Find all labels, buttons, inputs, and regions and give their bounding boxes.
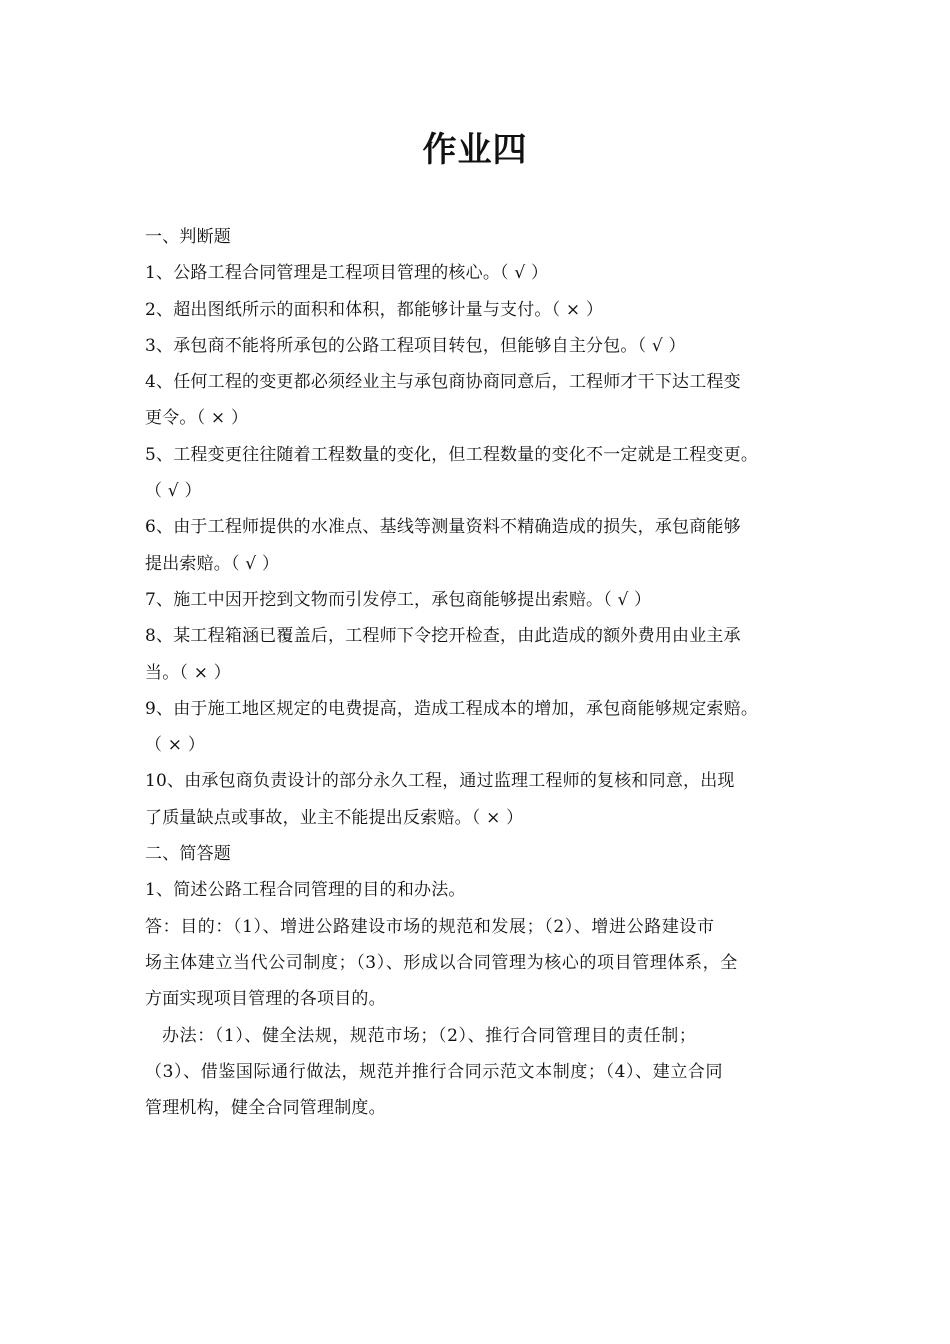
section-heading-true-false: 一、判断题 [145, 227, 231, 247]
question-9-line-2: （ × ） [145, 735, 206, 756]
answer-line-2: 场主体建立当代公司制度；（3）、形成以合同管理为核心的项目管理体系，全 [145, 952, 738, 973]
question-8-line-2: 当。（ × ） [145, 662, 231, 683]
question-6-line-1: 6、由于工程师提供的水准点、基线等测量资料不精确造成的损失，承包商能够 [145, 517, 741, 538]
question-4-line-1: 4、任何工程的变更都必须经业主与承包商协商同意后，工程师才干下达工程变 [145, 372, 741, 393]
answer-method-line-1: 办法：（1）、健全法规，规范市场；（2）、推行合同管理目的责任制； [162, 1025, 697, 1046]
question-2: 2、超出图纸所示的面积和体积，都能够计量与支付。（ × ） [145, 299, 604, 320]
question-4-line-2: 更令。（ × ） [145, 408, 249, 429]
question-8-line-1: 8、某工程箱涵已覆盖后，工程师下令挖开检查，由此造成的额外费用由业主承 [145, 626, 741, 647]
document-title: 作业四 [422, 130, 528, 170]
short-question-1: 1、简述公路工程合同管理的目的和办法。 [145, 880, 466, 901]
question-9-line-1: 9、由于施工地区规定的电费提高，造成工程成本的增加，承包商能够规定索赔。 [145, 698, 759, 719]
answer-method-line-3: 管理机构，健全合同管理制度。 [145, 1098, 386, 1119]
question-3: 3、承包商不能将所承包的公路工程项目转包，但能够自主分包。（ √ ） [145, 335, 686, 356]
question-1: 1、公路工程合同管理是工程项目管理的核心。（ √ ） [145, 263, 549, 284]
answer-line-1: 答：目的：（1）、增进公路建设市场的规范和发展；（2）、增进公路建设市 [145, 916, 715, 937]
question-7: 7、施工中因开挖到文物而引发停工，承包商能够提出索赔。（ √ ） [145, 589, 652, 610]
question-5-line-2: （ √ ） [145, 481, 202, 502]
question-10-line-1: 10、由承包商负责设计的部分永久工程，通过监理工程师的复核和同意，出现 [145, 771, 735, 792]
document-body [145, 219, 821, 1126]
question-6-line-2: 提出索赔。（ √ ） [145, 553, 280, 574]
answer-method-line-2: （3）、借鉴国际通行做法，规范并推行合同示范文本制度；（4）、建立合同 [145, 1061, 724, 1082]
question-5-line-1: 5、工程变更往往随着工程数量的变化，但工程数量的变化不一定就是工程变更。 [145, 444, 759, 465]
section-heading-short-answer: 二、简答题 [145, 844, 231, 865]
question-10-line-2: 了质量缺点或事故，业主不能提出反索赔。（ × ） [145, 807, 524, 828]
answer-line-3: 方面实现项目管理的各项目的。 [145, 989, 386, 1010]
